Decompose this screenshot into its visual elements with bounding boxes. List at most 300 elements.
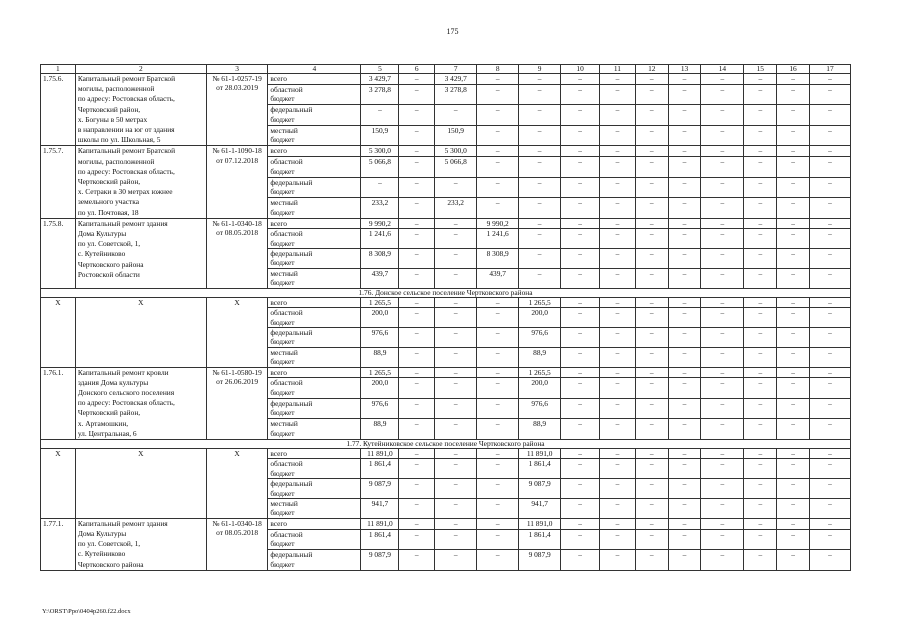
object-name-line: х. Артамошкин, (77, 418, 129, 428)
funding-source (268, 347, 361, 367)
amount-cell: 1 861,4 (361, 459, 399, 479)
column-number: 9 (519, 65, 561, 74)
amount-cell: – (561, 146, 600, 157)
amount-cell: – (701, 378, 744, 399)
amount-cell: – (399, 105, 435, 126)
funding-source-line: областной (270, 308, 303, 318)
object-name-line: с. Кутейниково (77, 249, 126, 259)
amount-cell: – (477, 125, 519, 146)
amount-cell: – (701, 105, 744, 126)
item-number: 1.77.1. (41, 518, 76, 570)
amount-cell: – (477, 479, 519, 499)
amount-cell: – (399, 198, 435, 219)
amount-cell: – (519, 229, 561, 249)
amount-cell: 5 300,0 (435, 146, 477, 157)
funding-source (268, 84, 361, 105)
object-name-line: ул. Центральная, 6 (77, 428, 137, 438)
amount-cell: – (635, 84, 668, 105)
amount-cell: – (477, 177, 519, 198)
amount-cell: – (519, 157, 561, 178)
amount-cell: – (668, 550, 701, 571)
amount-cell: – (399, 550, 435, 571)
amount-cell: – (435, 218, 477, 228)
column-number: 6 (399, 65, 435, 74)
table-row (41, 518, 851, 529)
funding-source-line: всего (270, 146, 287, 156)
funding-source (268, 459, 361, 479)
object-name (75, 297, 206, 367)
amount-cell: – (744, 74, 777, 85)
amount-cell: – (600, 74, 636, 85)
amount-cell: – (399, 529, 435, 550)
page-number: 175 (446, 27, 459, 36)
amount-cell: – (668, 529, 701, 550)
amount-cell: – (600, 308, 636, 328)
funding-source-line: бюджет (270, 94, 295, 104)
amount-cell: – (399, 146, 435, 157)
funding-source (268, 146, 361, 157)
amount-cell: – (809, 249, 850, 269)
amount-cell: – (435, 297, 477, 307)
amount-cell: – (477, 378, 519, 399)
section-title: 1.76. Донское сельское поселение Чертковского района (41, 288, 851, 297)
amount-cell: 233,2 (435, 198, 477, 219)
object-name-line: могилы, расположенной (77, 84, 155, 94)
funding-source-line: бюджет (270, 468, 295, 478)
funding-source-line: всего (270, 448, 287, 458)
amount-cell: – (561, 229, 600, 249)
amount-cell: – (635, 308, 668, 328)
amount-cell: – (777, 249, 810, 269)
amount-cell: – (744, 125, 777, 146)
amount-cell: 8 308,9 (477, 249, 519, 269)
amount-cell: – (519, 74, 561, 85)
amount-cell: – (668, 498, 701, 518)
amount-cell: – (635, 125, 668, 146)
amount-cell: 200,0 (361, 308, 399, 328)
amount-cell: 11 891,0 (361, 448, 399, 458)
funding-source (268, 177, 361, 198)
amount-cell: – (777, 268, 810, 288)
object-name-line: Донского сельского поселения (77, 387, 175, 397)
funding-source-line: федеральный (270, 479, 313, 489)
amount-cell: 976,6 (361, 398, 399, 419)
amount-cell: 439,7 (361, 268, 399, 288)
amount-cell: – (399, 177, 435, 198)
object-name-line: земельного участка (77, 197, 140, 207)
amount-cell: – (777, 177, 810, 198)
object-name-line: с. Кутейниково (77, 549, 126, 559)
object-name-line: Х (138, 297, 144, 307)
amount-cell: – (744, 268, 777, 288)
funding-source-line: местный (270, 419, 298, 429)
amount-cell: – (600, 84, 636, 105)
funding-source (268, 367, 361, 378)
amount-cell: – (399, 157, 435, 178)
amount-cell: – (477, 308, 519, 328)
amount-cell: – (477, 398, 519, 419)
object-name (75, 518, 206, 570)
amount-cell: – (668, 448, 701, 458)
amount-cell: – (809, 146, 850, 157)
funding-source (268, 498, 361, 518)
amount-cell: – (561, 479, 600, 499)
amount-cell: – (701, 550, 744, 571)
amount-cell: 200,0 (519, 308, 561, 328)
funding-source (268, 378, 361, 399)
amount-cell: 5 300,0 (361, 146, 399, 157)
expertise-conclusion-line: от 08.05.2018 (216, 228, 259, 238)
amount-cell: – (519, 84, 561, 105)
funding-source (268, 518, 361, 529)
amount-cell: – (561, 550, 600, 571)
expertise-conclusion-line: № 61-1-0580-19 (212, 367, 262, 377)
amount-cell: – (399, 419, 435, 440)
amount-cell: – (477, 498, 519, 518)
funding-source-line: всего (270, 218, 287, 228)
amount-cell: – (809, 419, 850, 440)
amount-cell: – (600, 518, 636, 529)
amount-cell: – (561, 498, 600, 518)
amount-cell: – (561, 327, 600, 347)
amount-cell: – (668, 398, 701, 419)
amount-cell: – (809, 550, 850, 571)
amount-cell: – (635, 518, 668, 529)
amount-cell: – (701, 297, 744, 307)
amount-cell: – (435, 249, 477, 269)
amount-cell: – (477, 347, 519, 367)
amount-cell: – (701, 198, 744, 219)
funding-source-line: бюджет (270, 207, 295, 217)
amount-cell: – (668, 297, 701, 307)
funding-source-line: областной (270, 459, 303, 469)
amount-cell: – (399, 268, 435, 288)
object-name-line: Чертковский район, (77, 177, 141, 187)
amount-cell: – (561, 125, 600, 146)
funding-source-line: федеральный (270, 249, 313, 259)
funding-source-line: бюджет (270, 408, 295, 418)
amount-cell: – (477, 529, 519, 550)
amount-cell: – (477, 327, 519, 347)
amount-cell: – (635, 268, 668, 288)
expertise-conclusion (206, 367, 267, 439)
funding-source-line: местный (270, 268, 298, 278)
amount-cell: – (477, 419, 519, 440)
funding-source-line: областной (270, 229, 303, 239)
amount-cell: – (668, 125, 701, 146)
financing-table (40, 64, 851, 571)
amount-cell: – (809, 218, 850, 228)
amount-cell: – (435, 105, 477, 126)
amount-cell: – (701, 479, 744, 499)
object-name-line: по адресу: Ростовская область, (77, 398, 175, 408)
amount-cell: 200,0 (361, 378, 399, 399)
amount-cell: – (399, 448, 435, 458)
amount-cell: 88,9 (361, 347, 399, 367)
amount-cell: – (399, 74, 435, 85)
funding-source-line: областной (270, 84, 303, 94)
amount-cell: – (561, 177, 600, 198)
amount-cell: – (809, 529, 850, 550)
amount-cell: 9 087,9 (361, 550, 399, 571)
amount-cell: – (777, 550, 810, 571)
object-name (75, 218, 206, 288)
amount-cell: – (744, 308, 777, 328)
item-number: Х (41, 448, 76, 518)
amount-cell: – (701, 268, 744, 288)
amount-cell: – (809, 105, 850, 126)
expertise-conclusion-line: Х (234, 297, 240, 307)
amount-cell: – (635, 498, 668, 518)
funding-source-line: местный (270, 198, 298, 208)
amount-cell: – (809, 498, 850, 518)
amount-cell: – (777, 378, 810, 399)
amount-cell: – (477, 198, 519, 219)
amount-cell: – (477, 459, 519, 479)
funding-source-line: федеральный (270, 105, 313, 115)
amount-cell: – (635, 327, 668, 347)
amount-cell: – (435, 308, 477, 328)
amount-cell: – (435, 327, 477, 347)
item-number: 1.75.7. (41, 146, 76, 218)
amount-cell: – (701, 157, 744, 178)
amount-cell: – (399, 218, 435, 228)
column-number-row (41, 65, 851, 74)
amount-cell: – (668, 327, 701, 347)
amount-cell: 150,9 (361, 125, 399, 146)
amount-cell: – (435, 398, 477, 419)
section-heading-row (41, 288, 851, 297)
expertise-conclusion-line: от 08.05.2018 (216, 528, 259, 538)
table-row (41, 448, 851, 458)
file-path-footer: Y:\ORST\Ppo\0404p260.f22.docx (42, 608, 131, 615)
amount-cell: – (668, 308, 701, 328)
amount-cell: – (809, 198, 850, 219)
expertise-conclusion-line: от 07.12.2018 (216, 155, 259, 165)
amount-cell: – (777, 498, 810, 518)
amount-cell: 9 087,9 (361, 479, 399, 499)
amount-cell: – (635, 105, 668, 126)
amount-cell: – (561, 84, 600, 105)
amount-cell: – (809, 84, 850, 105)
amount-cell: – (600, 367, 636, 378)
amount-cell: – (635, 229, 668, 249)
amount-cell: 11 891,0 (519, 518, 561, 529)
funding-source (268, 327, 361, 347)
amount-cell: – (668, 367, 701, 378)
funding-source (268, 479, 361, 499)
object-name-line: Капитальный ремонт здания (77, 218, 168, 228)
amount-cell: – (600, 479, 636, 499)
amount-cell: – (600, 146, 636, 157)
amount-cell: – (744, 146, 777, 157)
amount-cell: – (777, 105, 810, 126)
amount-cell: – (399, 308, 435, 328)
amount-cell: 9 087,9 (519, 550, 561, 571)
amount-cell: – (519, 177, 561, 198)
object-name-line: по адресу: Ростовская область, (77, 94, 175, 104)
amount-cell: – (635, 419, 668, 440)
object-name-line: Х (138, 448, 144, 458)
amount-cell: – (668, 479, 701, 499)
amount-cell: – (435, 498, 477, 518)
amount-cell: – (399, 125, 435, 146)
amount-cell: 88,9 (519, 419, 561, 440)
table-row (41, 218, 851, 228)
amount-cell: – (435, 518, 477, 529)
amount-cell: – (777, 157, 810, 178)
amount-cell: – (701, 459, 744, 479)
object-name-line: х. Сетраки в 30 метрах южнее (77, 187, 173, 197)
funding-source-line: бюджет (270, 488, 295, 498)
amount-cell: 976,6 (519, 327, 561, 347)
funding-source-line: бюджет (270, 135, 295, 145)
amount-cell: – (668, 146, 701, 157)
funding-source-line: бюджет (270, 559, 295, 569)
amount-cell: – (809, 157, 850, 178)
amount-cell: 1 241,6 (361, 229, 399, 249)
amount-cell: – (635, 448, 668, 458)
amount-cell: 439,7 (477, 268, 519, 288)
expertise-conclusion (206, 448, 267, 518)
amount-cell: – (744, 249, 777, 269)
table-row (41, 297, 851, 307)
amount-cell: – (777, 125, 810, 146)
funding-source-line: бюджет (270, 114, 295, 124)
amount-cell: – (600, 459, 636, 479)
amount-cell: – (744, 378, 777, 399)
amount-cell: – (809, 518, 850, 529)
amount-cell: – (399, 518, 435, 529)
amount-cell: 1 265,5 (519, 297, 561, 307)
object-name-line: Чертковского района (77, 259, 144, 269)
object-name-line: могилы, расположенной (77, 156, 155, 166)
column-number: 5 (361, 65, 399, 74)
amount-cell: 3 278,8 (361, 84, 399, 105)
amount-cell: 1 265,5 (519, 367, 561, 378)
amount-cell: – (744, 157, 777, 178)
amount-cell: – (668, 229, 701, 249)
funding-source (268, 218, 361, 228)
amount-cell: – (809, 308, 850, 328)
amount-cell: – (561, 105, 600, 126)
amount-cell: – (635, 347, 668, 367)
amount-cell: – (744, 518, 777, 529)
amount-cell: – (399, 249, 435, 269)
amount-cell: – (561, 297, 600, 307)
amount-cell: – (777, 347, 810, 367)
amount-cell: – (744, 459, 777, 479)
funding-source-line: областной (270, 529, 303, 539)
amount-cell: – (744, 297, 777, 307)
funding-source-line: бюджет (270, 278, 295, 288)
amount-cell: – (561, 518, 600, 529)
funding-source (268, 198, 361, 219)
object-name (75, 367, 206, 439)
amount-cell: – (600, 327, 636, 347)
amount-cell: – (635, 529, 668, 550)
table-row (41, 367, 851, 378)
amount-cell: – (600, 297, 636, 307)
funding-source-line: областной (270, 378, 303, 388)
funding-source-line: бюджет (270, 187, 295, 197)
amount-cell: 1 241,6 (477, 229, 519, 249)
amount-cell: – (561, 268, 600, 288)
amount-cell: – (561, 367, 600, 378)
object-name-line: Чертковский район, (77, 408, 141, 418)
amount-cell: – (744, 498, 777, 518)
amount-cell: – (635, 177, 668, 198)
amount-cell: – (809, 177, 850, 198)
amount-cell: – (701, 448, 744, 458)
amount-cell: – (561, 74, 600, 85)
expertise-conclusion (206, 297, 267, 367)
amount-cell: – (809, 125, 850, 146)
item-number: 1.76.1. (41, 367, 76, 439)
amount-cell: – (668, 518, 701, 529)
amount-cell: – (777, 419, 810, 440)
amount-cell: – (399, 297, 435, 307)
amount-cell: 150,9 (435, 125, 477, 146)
amount-cell: – (600, 157, 636, 178)
amount-cell: – (435, 448, 477, 458)
expertise-conclusion-line: Х (234, 448, 240, 458)
amount-cell: – (777, 529, 810, 550)
amount-cell: – (435, 268, 477, 288)
amount-cell: – (600, 249, 636, 269)
amount-cell: – (744, 398, 777, 419)
funding-source-line: федеральный (270, 177, 313, 187)
funding-source-line: местный (270, 125, 298, 135)
amount-cell: – (777, 198, 810, 219)
funding-source-line: бюджет (270, 166, 295, 176)
amount-cell: 9 990,2 (477, 218, 519, 228)
funding-source-line: бюджет (270, 258, 295, 268)
funding-source-line: местный (270, 498, 298, 508)
funding-source (268, 249, 361, 269)
amount-cell: – (668, 378, 701, 399)
amount-cell: – (561, 529, 600, 550)
object-name-line: здания Дома культуры (77, 377, 149, 387)
amount-cell: – (477, 74, 519, 85)
funding-source (268, 157, 361, 178)
amount-cell: – (777, 146, 810, 157)
amount-cell: – (668, 459, 701, 479)
funding-source-line: бюджет (270, 539, 295, 549)
amount-cell: – (809, 229, 850, 249)
amount-cell: – (809, 297, 850, 307)
funding-source-line: федеральный (270, 398, 313, 408)
funding-source (268, 125, 361, 146)
amount-cell: 976,6 (361, 327, 399, 347)
amount-cell: – (744, 84, 777, 105)
amount-cell: – (777, 218, 810, 228)
amount-cell: – (399, 229, 435, 249)
amount-cell: – (435, 367, 477, 378)
funding-source (268, 268, 361, 288)
amount-cell: 9 990,2 (361, 218, 399, 228)
amount-cell: – (809, 448, 850, 458)
column-number: 1 (41, 65, 76, 74)
amount-cell: – (519, 218, 561, 228)
amount-cell: – (435, 177, 477, 198)
amount-cell: – (701, 518, 744, 529)
amount-cell: – (635, 479, 668, 499)
amount-cell: – (477, 146, 519, 157)
amount-cell: – (600, 218, 636, 228)
funding-source-line: всего (270, 518, 287, 528)
amount-cell: 1 265,5 (361, 367, 399, 378)
